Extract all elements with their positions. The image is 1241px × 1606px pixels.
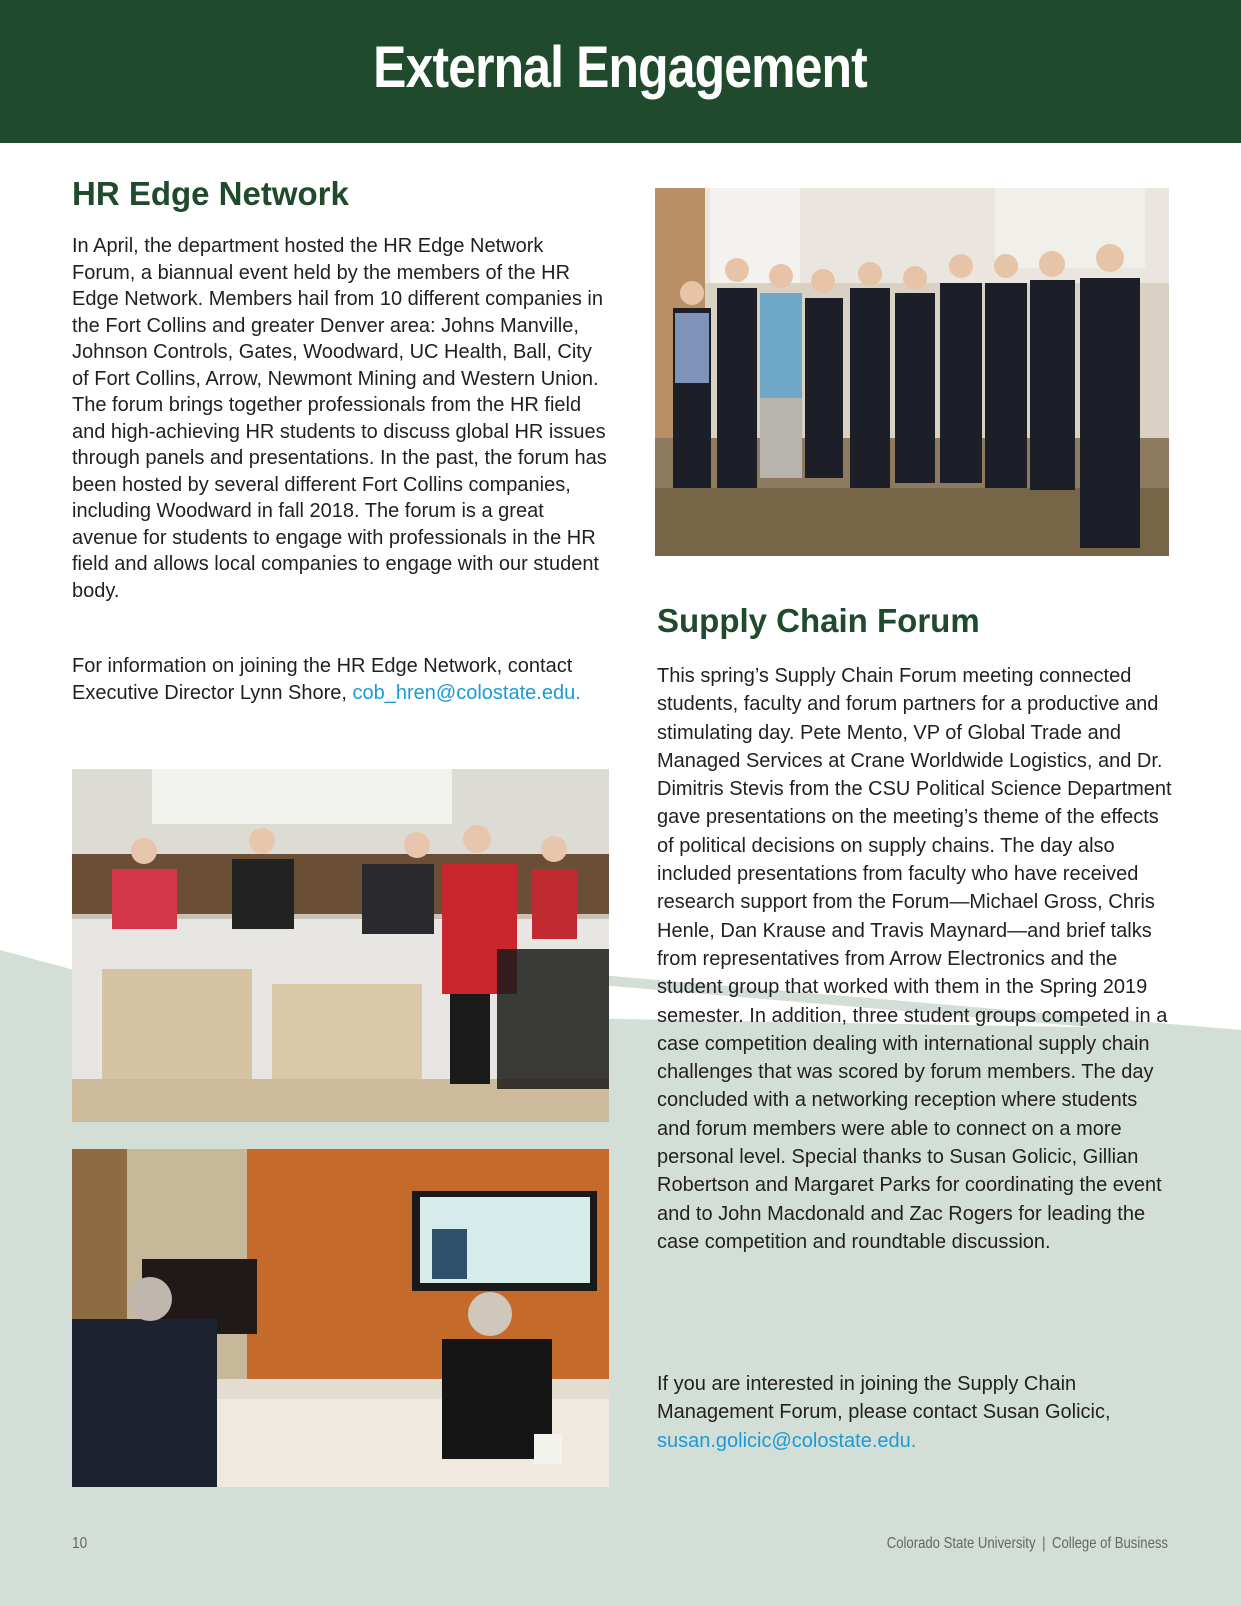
page-number: 10 xyxy=(72,1535,88,1552)
hr-edge-network-body: In April, the department hosted the HR Edge Network Forum, a biannual event held by the members of the HR Edge Network. Members hail from 10 different companies in the Fort Collins and greater Denver area: Johns Manville, Johnson Controls, Gates, Woodward, UC Health, Ball, City of Fort Collins, Arrow, Newmont Mining and Western Union. The forum brings together professionals from the HR field and high-achieving HR students to discuss global HR issues through panels and presentations. In the past, the forum has been hosted by several different Fort Collins companies, including Woodward in fall 2018. The forum is a great avenue for students to engage with professionals in the HR field and allows local companies to engage with our student body. xyxy=(72,235,607,602)
hr-contact-paragraph xyxy=(72,653,612,706)
supply-contact-paragraph xyxy=(657,1370,1175,1455)
footer-credit xyxy=(887,1535,1168,1553)
panel-photo xyxy=(72,769,609,1122)
supply-contact-text: If you are interested in joining the Supply Chain Management Forum, please contact Susan Golicic, xyxy=(657,1373,1111,1424)
group-photo xyxy=(655,188,1169,556)
page-title: External Engagement xyxy=(373,35,868,100)
page-header xyxy=(0,0,1241,143)
hr-edge-network-heading: HR Edge Network xyxy=(72,175,349,212)
footer-university: Colorado State University xyxy=(886,1535,1036,1552)
supply-chain-forum-body: This spring’s Supply Chain Forum meeting connected students, faculty and forum partners for a productive and stimulating day. Pete Mento, VP of Global Trade and Managed Services at Crane Worldwide Logistics, and Dr. Dimitris Stevis from the CSU Political Science Department gave presentations on the meeting’s theme of the effects of political decisions on supply chains. The day also included presentations from faculty who have received research support from the Forum—Michael Gross, Chris Henle, Dan Krause and Travis Maynard—and brief talks from representatives from Arrow Electronics and the student group that worked with them in the Spring 2019 semester. In addition, three student groups competed in a case competition dealing with international supply chain challenges that was scored by forum members. The day concluded with a networking reception where students and forum members were able to connect on a more personal level. Special thanks to Susan Golicic, Gillian Robertson and Margaret Parks for coordinating the event and to John Macdonald and Zac Rogers for leading the case competition and roundtable discussion. xyxy=(657,665,1172,1253)
hr-contact-text: For information on joining the HR Edge Network, contact Executive Director Lynn Shore, xyxy=(72,655,573,704)
presentation-photo xyxy=(72,1149,609,1487)
hr-contact-email-link[interactable]: cob_hren@colostate.edu. xyxy=(352,681,581,704)
supply-chain-forum-heading: Supply Chain Forum xyxy=(657,602,980,639)
footer-college: College of Business xyxy=(1052,1535,1168,1552)
footer-separator: | xyxy=(1042,1535,1046,1552)
supply-contact-email-link[interactable]: susan.golicic@colostate.edu. xyxy=(657,1429,917,1452)
